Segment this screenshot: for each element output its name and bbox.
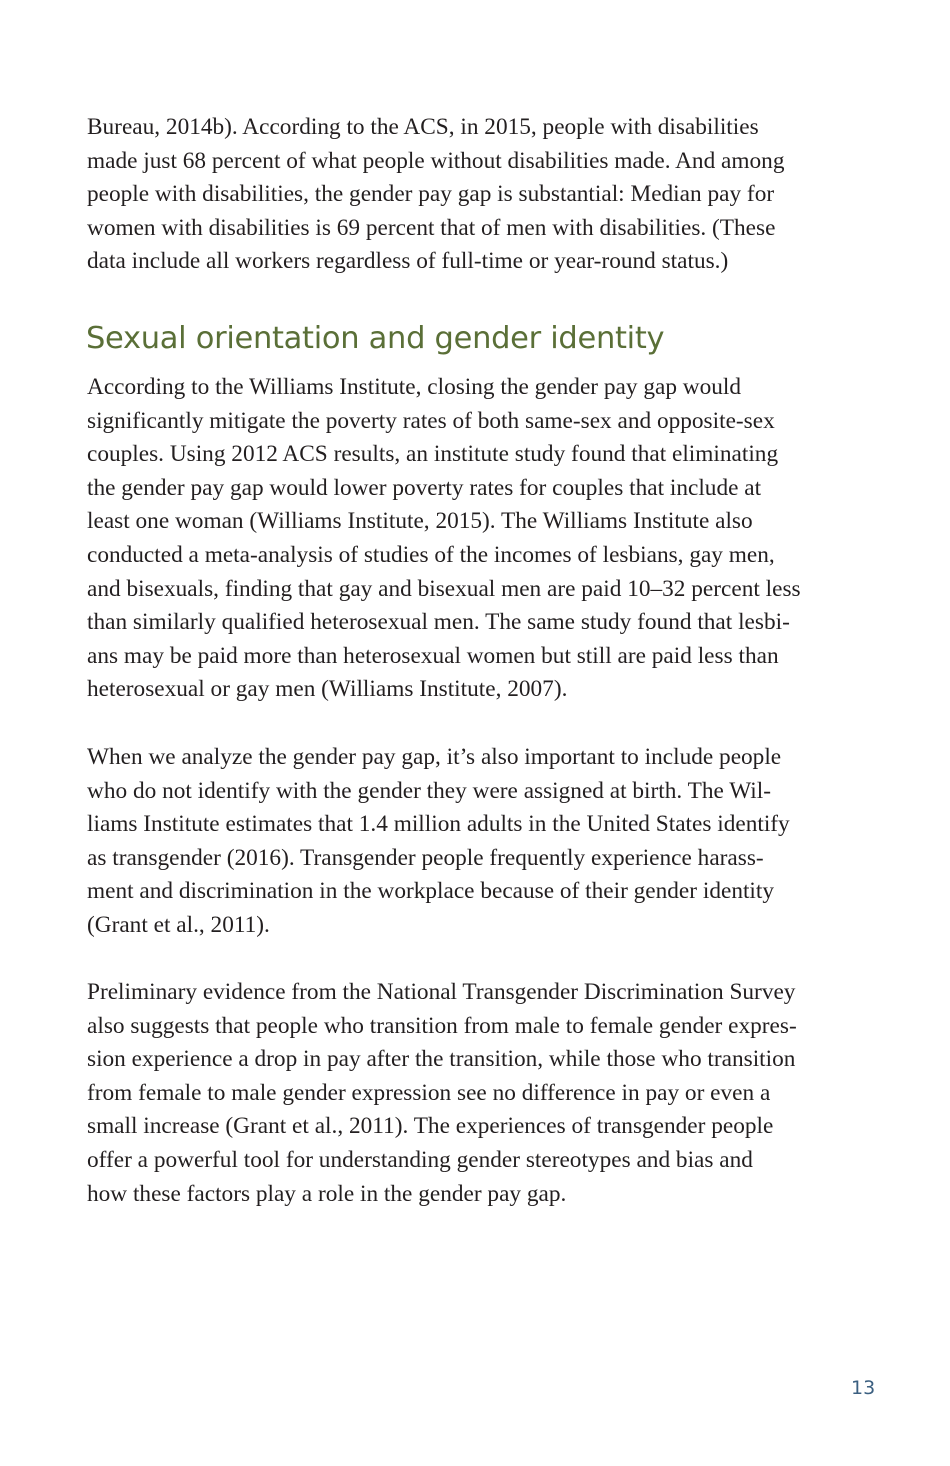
paragraph-line: small increase (Grant et al., 2011). The experiences of transgender people: [87, 1113, 774, 1140]
paragraph-line: from female to male gender expression see no difference in pay or even a: [87, 1079, 771, 1106]
paragraph-line: also suggests that people who transition from male to female gender expres-: [87, 1012, 797, 1039]
paragraph-line: than similarly qualified heterosexual men. The same study found that lesbi-: [87, 609, 790, 636]
paragraph-line: people with disabilities, the gender pay gap is substantial: Median pay for: [87, 181, 775, 208]
paragraph-line: conducted a meta-analysis of studies of the incomes of lesbians, gay men,: [87, 541, 775, 568]
paragraph-line: made just 68 percent of what people without disabilities made. And among: [87, 147, 785, 174]
paragraph-line: couples. Using 2012 ACS results, an institute study found that eliminating: [87, 441, 779, 468]
paragraph-gender-identity: [87, 741, 877, 943]
paragraph-line: heterosexual or gay men (Williams Institute, 2007).: [87, 676, 568, 703]
paragraph-line: When we analyze the gender pay gap, it’s also important to include people: [87, 744, 782, 770]
paragraph-line: ment and discrimination in the workplace because of their gender identity: [87, 878, 775, 905]
section-heading: Sexual orientation and gender identity: [86, 321, 665, 356]
paragraph-line: as transgender (2016). Transgender people frequently experience harass-: [87, 844, 764, 871]
paragraph-line: least one woman (Williams Institute, 2015). The Williams Institute also: [87, 508, 753, 535]
paragraph-line: women with disabilities is 69 percent that of men with disabilities. (These: [87, 214, 776, 241]
paragraph-line: the gender pay gap would lower poverty rates for couples that include at: [87, 474, 762, 501]
paragraph-line: liams Institute estimates that 1.4 million adults in the United States identify: [87, 811, 790, 838]
paragraph-line: data include all workers regardless of full-time or year-round status.): [87, 248, 729, 275]
paragraph-line: ans may be paid more than heterosexual women but still are paid less than: [87, 642, 779, 669]
page-number: 13: [851, 1377, 876, 1399]
paragraph-line: significantly mitigate the poverty rates of both same-sex and opposite-sex: [87, 407, 775, 434]
paragraph-line: Preliminary evidence from the National Transgender Discrimination Survey: [87, 979, 796, 1005]
paragraph-line: sion experience a drop in pay after the transition, while those who transition: [87, 1046, 796, 1073]
paragraph-line: (Grant et al., 2011).: [87, 911, 270, 938]
intro-paragraph: [87, 111, 877, 279]
paragraph-transgender-survey: [87, 976, 877, 1211]
paragraph-line: According to the Williams Institute, closing the gender pay gap would: [87, 374, 742, 400]
paragraph-line: and bisexuals, finding that gay and bisexual men are paid 10–32 percent less: [87, 575, 801, 602]
paragraph-line: Bureau, 2014b). According to the ACS, in 2015, people with disabilities: [87, 114, 759, 140]
paragraph-line: offer a powerful tool for understanding gender stereotypes and bias and: [87, 1146, 753, 1173]
paragraph-williams-institute: [87, 371, 877, 707]
paragraph-line: who do not identify with the gender they were assigned at birth. The Wil-: [87, 777, 772, 804]
paragraph-line: how these factors play a role in the gender pay gap.: [87, 1180, 567, 1207]
